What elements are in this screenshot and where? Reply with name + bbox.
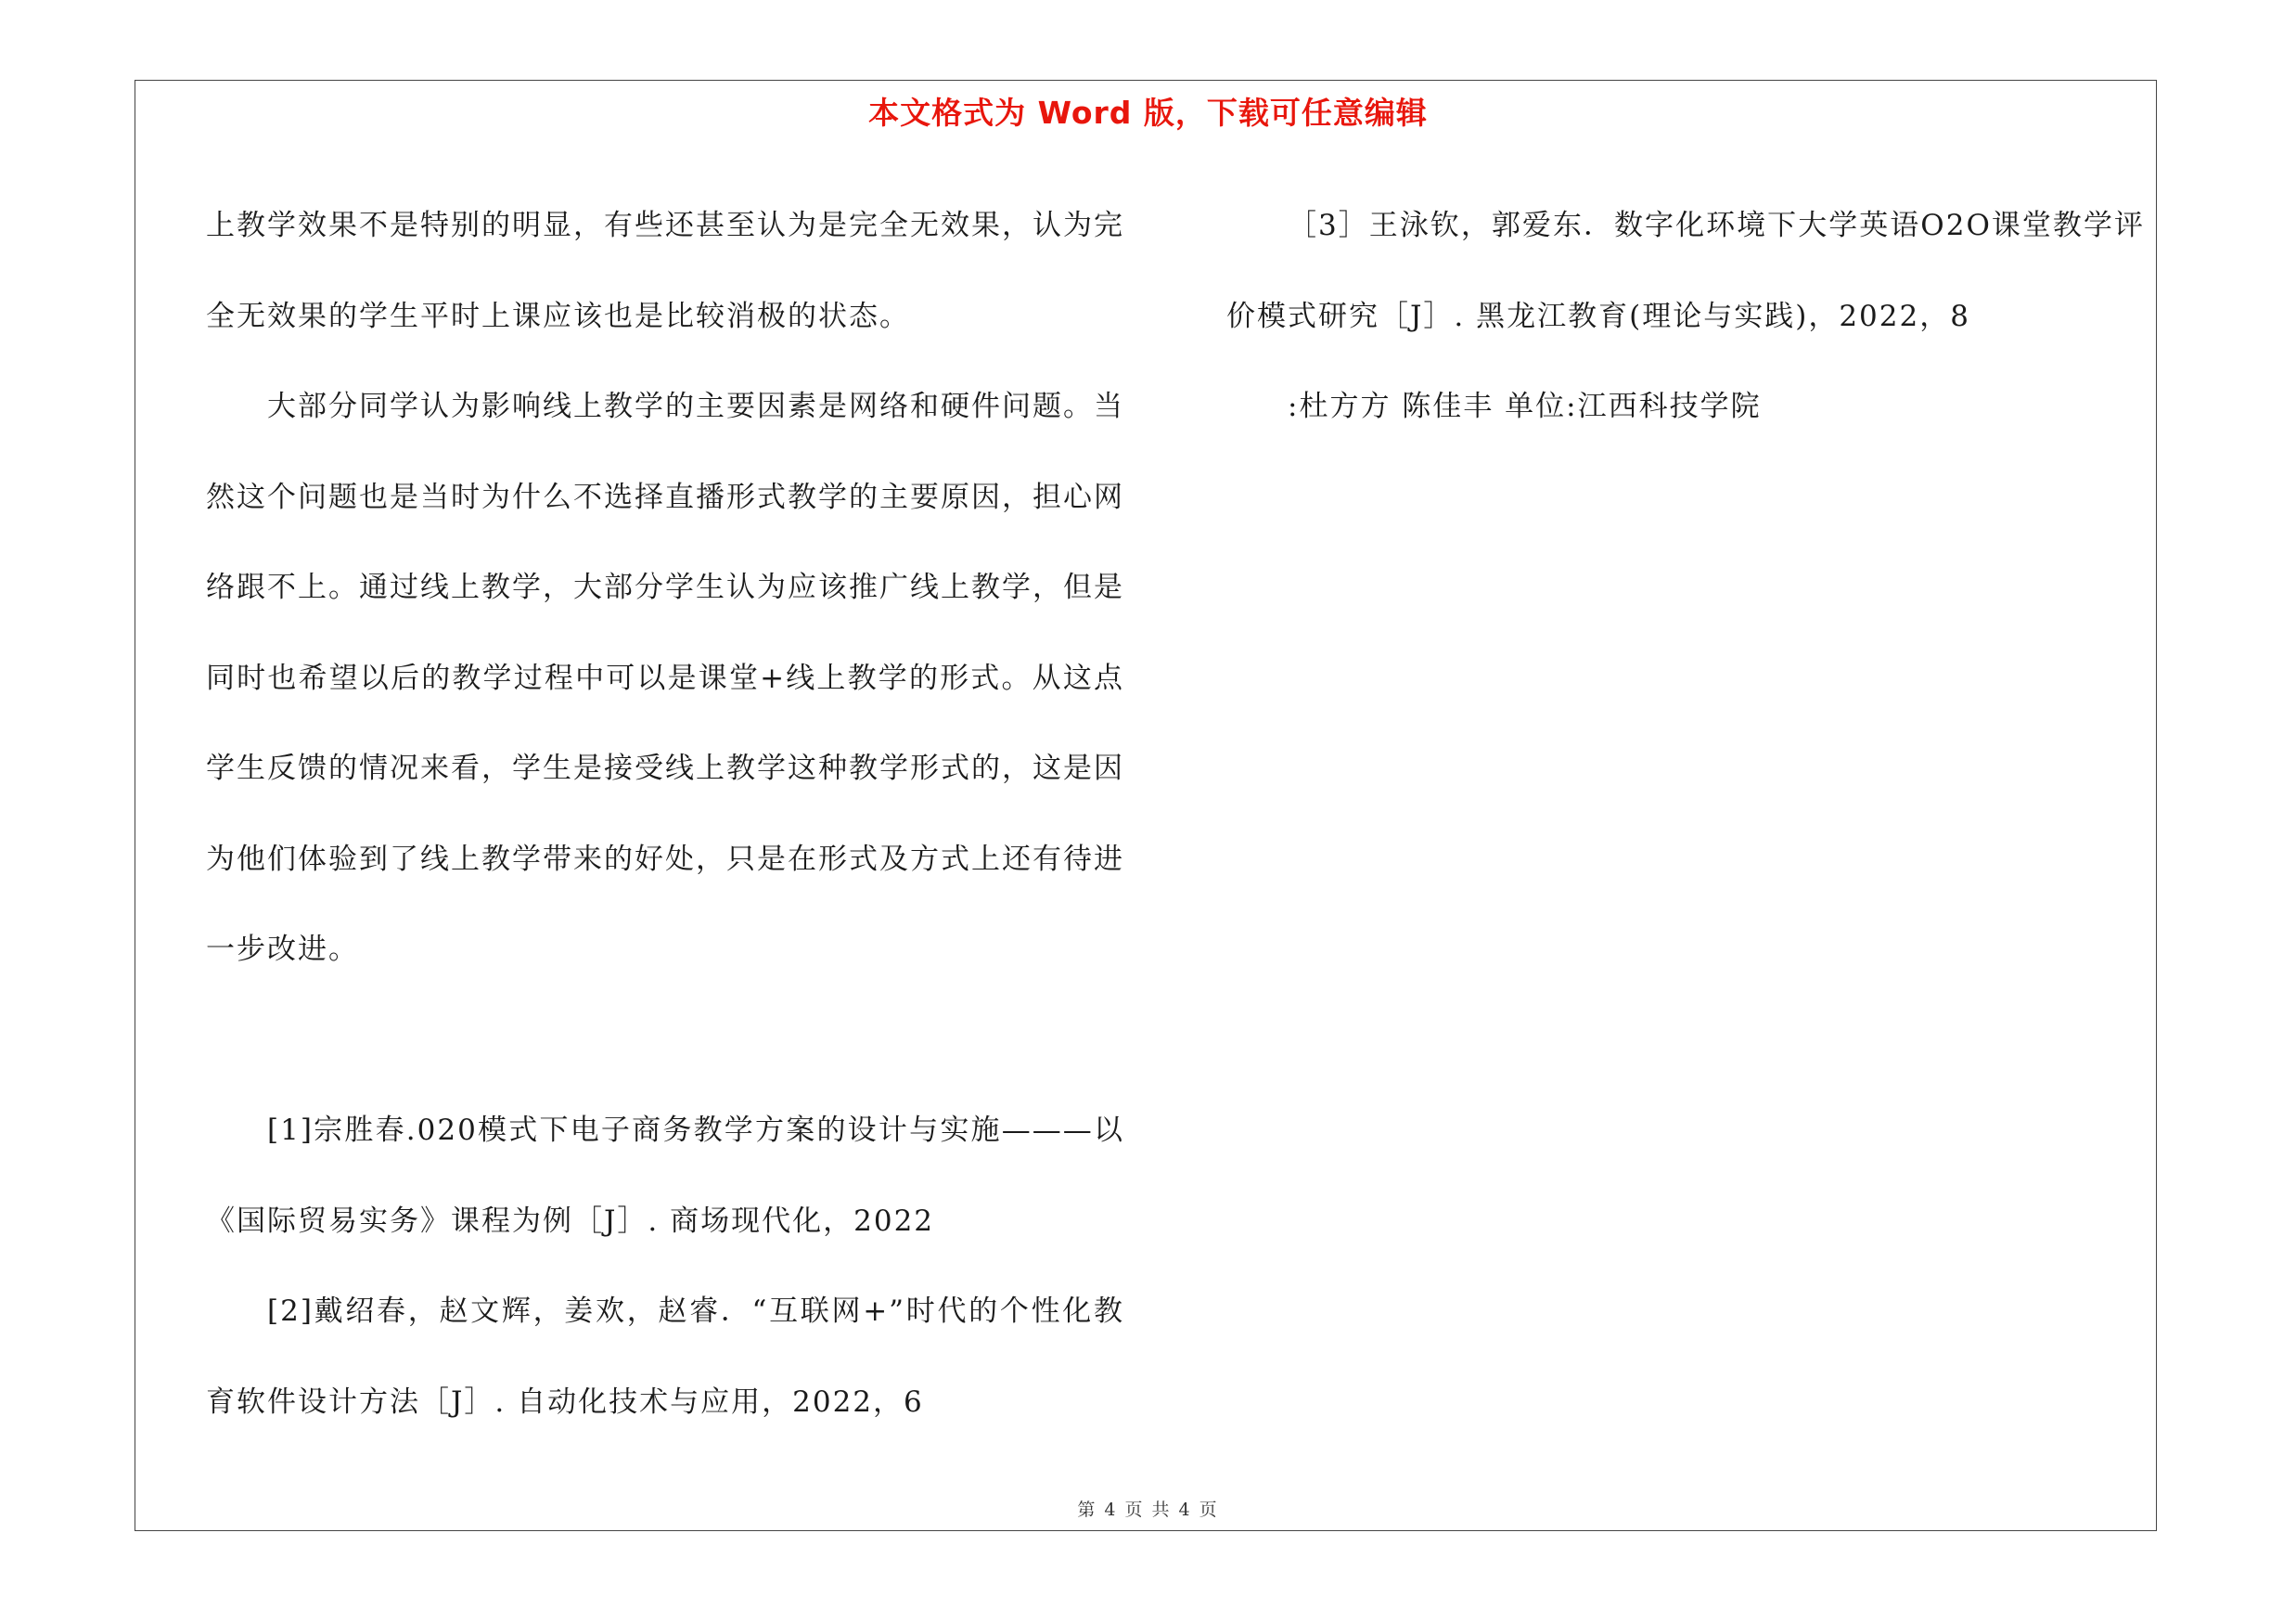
page-number-footer: 第 4 页 共 4 页 bbox=[1077, 1500, 1219, 1520]
body-paragraph: 大部分同学认为影响线上教学的主要因素是网络和硬件问题。当然这个问题也是当时为什么不选择直播形式教学的主要原因，担心网络跟不上。通过线上教学，大部分学生认为应该推广线上教学，但是同时也希望以后的教学过程中可以是课堂+线上教学的形式。从这点学生反馈的情况来看，学生是接受线上教学这种教学形式的，这是因为他们体验到了线上教学带来的好处，只是在形式及方式上还有待进一步改进。 bbox=[206, 390, 1124, 966]
author-affiliation: :杜方方 陈佳丰 单位:江西科技学院 bbox=[1288, 390, 1762, 423]
right-column bbox=[1226, 181, 2145, 453]
reference-item: [2]戴绍春，赵文辉，姜欢，赵睿．“互联网+”时代的个性化教育软件设计方法［J］. 自动化技术与应用，2022，6 bbox=[206, 1295, 1124, 1419]
format-notice-banner: 本文格式为 Word 版，下载可任意编辑 bbox=[868, 95, 1428, 131]
reference-item: ［3］王泳钦，郭爱东．数字化环境下大学英语O2O课堂教学评价模式研究［J］. 黑龙江教育(理论与实践)，2022，8 bbox=[1226, 209, 2145, 333]
reference-item: [1]宗胜春.020模式下电子商务教学方案的设计与实施———以《国际贸易实务》课程为例［J］. 商场现代化，2022 bbox=[206, 1114, 1124, 1238]
body-paragraph: 上教学效果不是特别的明显，有些还甚至认为是完全无效果，认为完全无效果的学生平时上课应该也是比较消极的状态。 bbox=[206, 209, 1124, 333]
left-column bbox=[206, 181, 1124, 1448]
